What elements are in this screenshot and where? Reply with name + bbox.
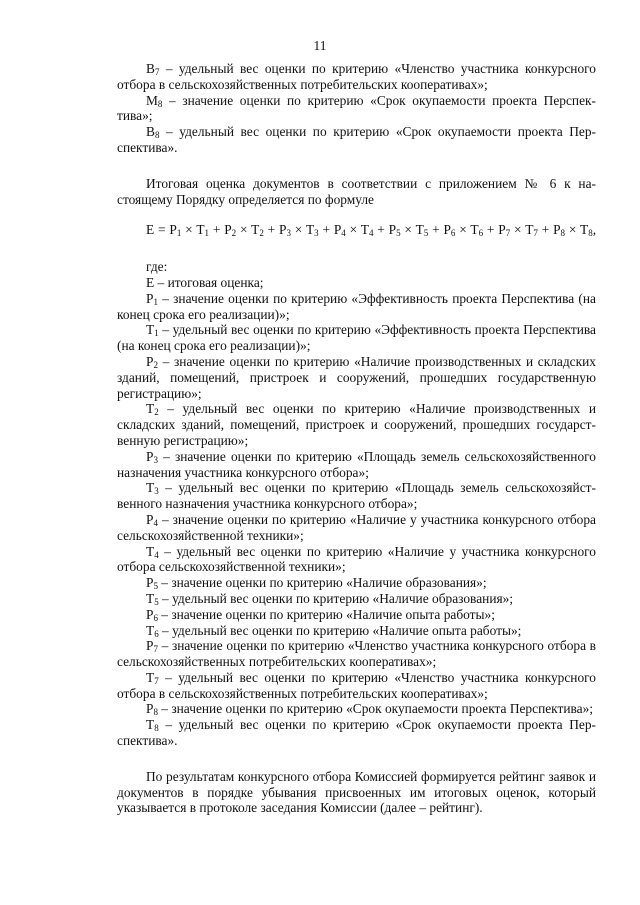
formula-t-index: 1 <box>204 228 209 239</box>
formula-times: × <box>345 222 361 238</box>
formula-t-index: 5 <box>423 228 429 239</box>
definition-text: – значение оценки по критерию «Площадь земель сельскохозяйственного назначения участника конкурсного отбора»; <box>117 448 596 480</box>
formula-plus: + <box>537 222 554 238</box>
definition-text: – значение оценки по критерию «Наличие опыта работы»; <box>157 606 495 622</box>
symbol-index: 8 <box>157 98 163 109</box>
symbol: B <box>146 124 155 140</box>
symbol: P <box>146 290 154 306</box>
symbol: T <box>146 590 155 606</box>
definition-line <box>117 354 596 401</box>
definition-line <box>117 623 596 639</box>
symbol: T <box>146 480 155 496</box>
formula-t-index: 8 <box>588 228 593 239</box>
definition-text: – удельный вес оценки по критерию «Членство участника конкурсного отбора в сельскохозяйственных потребительских кооперативах»; <box>117 669 596 701</box>
definition-line <box>117 512 596 544</box>
symbol-index: 1 <box>154 328 159 339</box>
definition-text: – удельный вес оценки по критерию «Срок окупаемости проекта Перспектива». <box>117 124 596 155</box>
formula-p: P <box>333 222 342 238</box>
formula-plus: + <box>373 222 389 238</box>
definition-line <box>117 638 596 670</box>
formula-times: × <box>510 222 526 238</box>
symbol: T <box>146 322 155 338</box>
symbol-index: 4 <box>154 549 159 560</box>
formula-p: P <box>169 222 177 238</box>
symbol-index: 2 <box>153 359 158 370</box>
definition-line <box>117 701 596 717</box>
formula-plus: + <box>318 222 334 238</box>
definitions-list <box>117 291 596 749</box>
formula-t-index: 7 <box>533 228 538 239</box>
intro-paragraph: Итоговая оценка документов в соответствии с приложением № 6 к настоящему Порядку определяется по формуле <box>117 175 596 207</box>
definition-line <box>117 591 596 607</box>
formula-t: T <box>305 222 315 238</box>
symbol-index: 2 <box>154 407 159 418</box>
definition-line <box>117 544 596 576</box>
definition-text: – удельный вес оценки по критерию «Членство участника конкурсного отбора в сельскохозяйственных потребительских кооперативах»; <box>117 61 596 92</box>
symbol-index: 7 <box>154 67 160 77</box>
formula-p: P <box>443 222 451 238</box>
formula-t-index: 3 <box>314 228 319 239</box>
formula-times: × <box>455 222 471 238</box>
formula-times: × <box>181 222 197 238</box>
symbol: P <box>146 638 154 654</box>
definition-text: – значение оценки по критерию «Наличие производственных и складских зданий, помещений, пристроек и сооружений, прошедших государственную регистрацию»; <box>117 353 596 401</box>
formula-plus: + <box>209 222 225 238</box>
formula-p: P <box>498 222 506 238</box>
symbol-index: 6 <box>153 612 158 623</box>
symbol-index: 3 <box>153 454 158 465</box>
definition-text: – удельный вес оценки по критерию «Наличие у участника конкурсного отбора сельскохозяйственной техники»; <box>117 543 596 575</box>
formula-times: × <box>290 222 306 238</box>
symbol-index: 7 <box>153 644 158 655</box>
definition-line <box>117 575 596 591</box>
definition-line <box>117 322 596 354</box>
formula-p-index: 3 <box>286 228 291 239</box>
document-body <box>117 61 596 816</box>
symbol-index: 4 <box>153 517 158 528</box>
formula-t: T <box>580 222 589 238</box>
definition-line <box>117 670 596 702</box>
formula-t-index: 2 <box>259 228 264 239</box>
formula-p: P <box>224 222 232 238</box>
definition-text: – значение оценки по критерию «Наличие у участника конкурсного отбора сельскохозяйственной техники»; <box>117 511 596 543</box>
definition-text: – удельный вес оценки по критерию «Срок окупаемости проекта Перспектива». <box>117 717 596 749</box>
formula-plus: + <box>483 222 499 238</box>
definition-text: – удельный вес оценки по критерию «Эффективность проекта Перспектива (на конец срока его реализации)»; <box>117 322 596 354</box>
definition-text: – значение оценки по критерию «Эффективность проекта Перспектива (на конец срока его реализации)»; <box>117 290 596 322</box>
symbol-index: 3 <box>154 486 159 497</box>
definition-text: – значение оценки по критерию «Членство участника конкурсного отбора в сельскохозяйственных потребительских кооперативах»; <box>117 638 596 670</box>
symbol-index: 8 <box>153 707 158 718</box>
symbol: T <box>146 401 155 417</box>
formula-times: × <box>236 222 252 238</box>
definition-text: – удельный вес оценки по критерию «Наличие опыта работы»; <box>158 622 522 638</box>
definition-line <box>117 717 596 749</box>
definition-line <box>117 401 596 448</box>
definition-text: – удельный вес оценки по критерию «Площадь земель сельскохозяйственного назначения участника конкурсного отбора»; <box>117 480 596 512</box>
symbol: T <box>146 717 155 733</box>
formula-p-index: 6 <box>450 228 456 239</box>
symbol: B <box>146 61 155 76</box>
symbol: P <box>146 606 154 622</box>
criteria-weights-continued <box>117 61 596 156</box>
symbol: T <box>146 622 155 638</box>
formula-p: P <box>553 222 561 238</box>
e-definition: E – итоговая оценка; <box>146 274 264 290</box>
formula-t: T <box>415 222 424 238</box>
formula-plus: + <box>263 222 280 238</box>
symbol-index: 8 <box>154 130 160 141</box>
definition-text: – значение оценки по критерию «Срок окупаемости проекта Перспектива»; <box>117 92 596 124</box>
formula-times: × <box>400 222 416 238</box>
symbol: P <box>146 575 154 591</box>
formula-p-index: 4 <box>341 228 346 239</box>
definition-line <box>117 61 596 93</box>
symbol-index: 8 <box>154 723 159 734</box>
formula-t: T <box>196 222 205 238</box>
formula-t-index: 4 <box>368 228 374 239</box>
formula-t: T <box>251 222 260 238</box>
symbol: P <box>146 448 154 464</box>
symbol: P <box>146 511 154 527</box>
definition-line <box>117 480 596 512</box>
symbol-index: 7 <box>154 675 159 686</box>
formula-p-index: 5 <box>396 228 401 239</box>
formula-times: × <box>565 222 580 238</box>
formula <box>117 222 596 238</box>
symbol-index: 6 <box>154 628 159 639</box>
page-number: 11 <box>313 38 327 53</box>
closing-paragraph: По результатам конкурсного отбора Комиссией формируется рейтинг заявок и документов в порядке убывания присвоенных им итоговых оценок, который указывается в протоколе заседания Комиссии (далее – рейтинг). <box>117 768 596 816</box>
definition-text: – значение оценки по критерию «Срок окупаемости проекта Перспектива»; <box>157 701 594 717</box>
formula-t-index: 6 <box>478 228 484 239</box>
definition-line <box>117 449 596 481</box>
definition-text: – удельный вес оценки по критерию «Наличие образования»; <box>158 590 514 606</box>
formula-plus: + <box>428 222 444 238</box>
definition-text: – значение оценки по критерию «Наличие образования»; <box>157 575 487 591</box>
symbol: T <box>146 543 155 559</box>
formula-t: T <box>360 222 369 238</box>
definition-line <box>117 124 596 156</box>
formula-lhs: E = <box>146 222 170 238</box>
formula-p-index: 8 <box>560 228 566 239</box>
formula-t: T <box>470 222 479 238</box>
formula-p-index: 2 <box>231 228 237 239</box>
symbol: T <box>146 669 155 685</box>
definition-text: – удельный вес оценки по критерию «Наличие производственных и складских зданий, помещений, пристроек и сооружений, прошедших государственную регистрацию»; <box>117 401 596 448</box>
symbol: P <box>146 353 154 369</box>
formula-t: T <box>525 222 534 238</box>
definition-line <box>117 607 596 623</box>
formula-p: P <box>388 222 397 238</box>
formula-p: P <box>279 222 287 238</box>
symbol: P <box>146 701 154 717</box>
formula-p-index: 1 <box>176 228 182 239</box>
formula-tail: , <box>592 222 597 238</box>
symbol-index: 1 <box>153 296 158 307</box>
formula-p-index: 7 <box>505 228 511 239</box>
definition-line <box>117 93 596 125</box>
where-label: где: <box>146 259 168 275</box>
definition-line <box>117 291 596 323</box>
symbol-index: 5 <box>154 596 159 607</box>
symbol-index: 5 <box>153 581 158 592</box>
symbol: M <box>146 92 158 108</box>
